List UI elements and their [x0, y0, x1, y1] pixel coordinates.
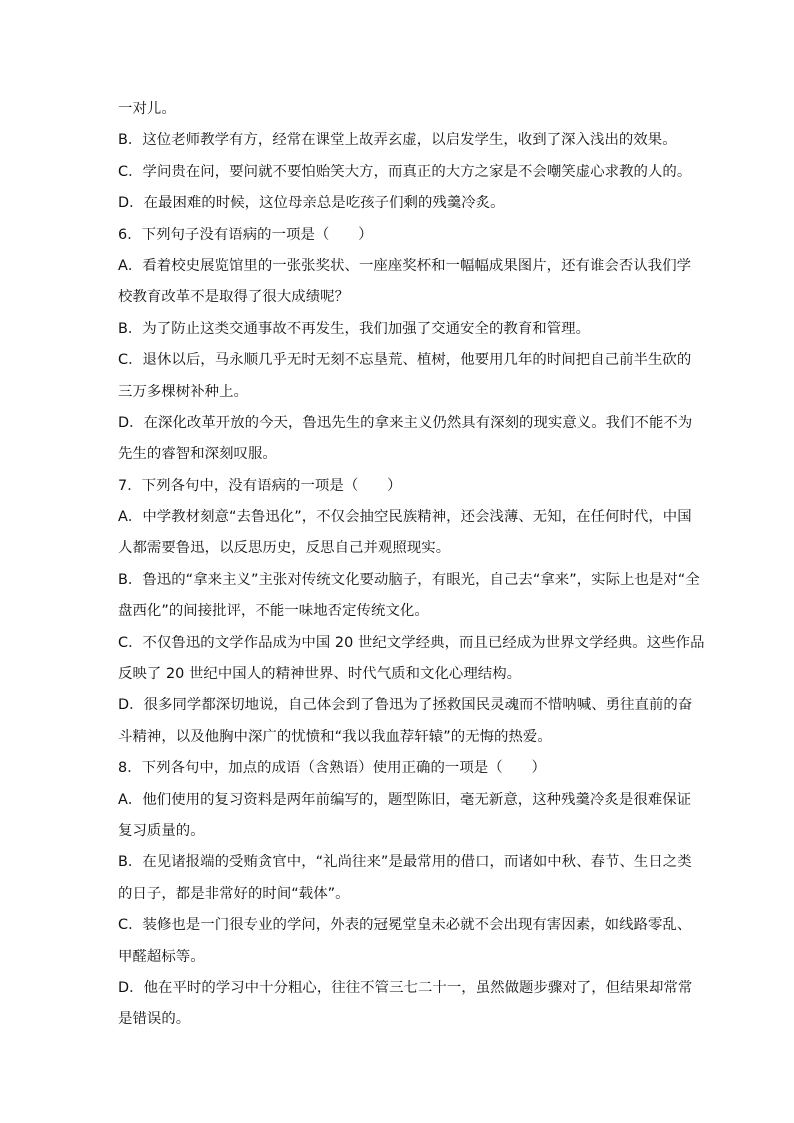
text-line: 一对儿。: [118, 101, 176, 117]
option-line: B．为了防止这类交通事故不再发生，我们加强了交通安全的教育和管理。: [118, 320, 591, 337]
option-line: D．在深化改革开放的今天，鲁迅先生的拿来主义仍然具有深刻的现实意义。我们不能不为: [118, 414, 693, 431]
option-line: C．退休以后，马永顺几乎无时无刻不忘垦荒、植树，他要用几年的时间把自己前半生砍的: [118, 352, 692, 369]
text-line: 先生的睿智和深刻叹服。: [118, 446, 277, 463]
option-line: D．他在平时的学习中十分粗心，往往不管三七二十一，虽然做题步骤对了，但结果却常常: [118, 979, 693, 996]
option-line: B．在见诸报端的受贿贪官中，“礼尚往来”是最常用的借口，而诸如中秋、春节、生日之类: [118, 854, 692, 871]
option-line: A．他们使用的复习资料是两年前编写的，题型陈旧，毫无新意，这种残羹冷炙是很难保证: [118, 791, 692, 808]
text-line: 是错误的。: [118, 1011, 191, 1028]
text-line: 校教育改革不是取得了很大成绩呢？: [118, 289, 350, 306]
option-line: C．装修也是一门很专业的学问，外表的冠冕堂皇未必就不会出现有害因素，如线路零乱、: [118, 917, 692, 934]
question-stem: 6．下列句子没有语病的一项是（ ）: [118, 226, 373, 243]
text-line: 盘西化”的间接批评，不能一味地否定传统文化。: [118, 603, 429, 620]
text-line: 复习质量的。: [118, 822, 205, 839]
text-line: 的日子，都是非常好的时间“载体”。: [118, 885, 350, 902]
text-line: 反映了 20 世纪中国人的精神世界、时代气质和文化心理结构。: [118, 666, 522, 683]
question-stem: 8．下列各句中，加点的成语（含熟语）使用正确的一项是（ ）: [118, 760, 546, 777]
text-line: 三万多棵树补种上。: [118, 383, 248, 400]
option-line: A．看着校史展览馆里的一张张奖状、一座座奖杯和一幅幅成果图片，还有谁会否认我们学: [118, 257, 692, 274]
text-line: 甲醛超标等。: [118, 948, 205, 965]
question-stem: 7．下列各句中，没有语病的一项是（ ）: [118, 477, 402, 494]
text-line: 人都需要鲁迅，以反思历史，反思自己并观照现实。: [118, 540, 451, 557]
option-line: D．在最困难的时候，这位母亲总是吃孩子们剩的残羹冷炙。: [118, 195, 505, 212]
option-line: A．中学教材刻意“去鲁迅化”，不仅会抽空民族精神，还会浅薄、无知，在任何时代，中国: [118, 509, 692, 526]
option-line: B．鲁迅的“拿来主义”主张对传统文化要动脑子，有眼光，自己去“拿来”，实际上也是对“全: [118, 571, 700, 588]
option-line: D．很多同学都深切地说，自己体会到了鲁迅为了拯救国民灵魂而不惜呐喊、勇往直前的奋: [118, 697, 693, 714]
option-line: B．这位老师教学有方，经常在课堂上故弄玄虚，以启发学生，收到了深入浅出的效果。: [118, 132, 677, 149]
option-line: C．学问贵在问，要问就不要怕贻笑大方，而真正的大方之家是不会嘲笑虚心求教的人的。: [118, 163, 692, 180]
question-text: [118, 99, 705, 1041]
option-line: C．不仅鲁迅的文学作品成为中国 20 世纪文学经典，而且已经成为世界文学经典。这些作品: [118, 634, 705, 651]
text-line: 斗精神，以及他胸中深广的忧愤和“我以我血荐轩辕”的无悔的热爱。: [118, 728, 552, 745]
